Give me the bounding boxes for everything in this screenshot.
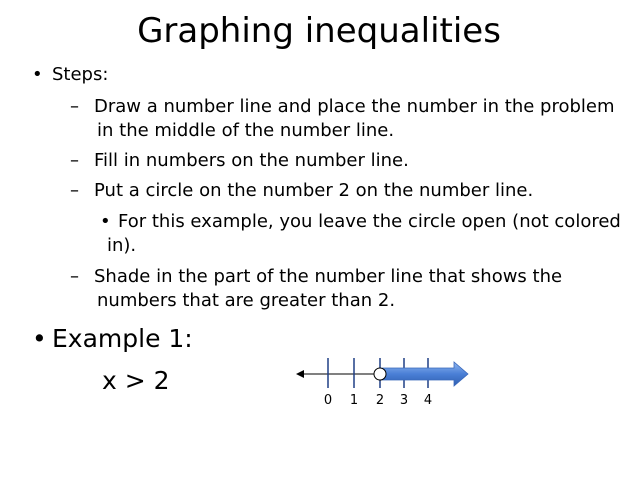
number-line-graphic: [290, 350, 480, 412]
step-3: – Put a circle on the number 2 on the number line.: [70, 180, 534, 201]
tick-label: 1: [349, 393, 359, 408]
step-2: – Fill in numbers on the number line.: [70, 150, 409, 171]
steps-heading: • Steps:: [32, 64, 109, 85]
example-expression: x > 2: [102, 366, 170, 395]
tick-label: 4: [423, 393, 433, 408]
tick-labels: [324, 393, 432, 408]
bullet-icon: •: [32, 324, 47, 353]
bullet-icon: •: [100, 211, 111, 232]
dash-icon: –: [70, 150, 79, 171]
step-1: – Draw a number line and place the number in the problem: [70, 96, 615, 117]
dash-icon: –: [70, 266, 79, 287]
shaded-arrow-icon: [382, 362, 468, 386]
step-4: – Shade in the part of the number line that shows the: [70, 266, 563, 287]
tick-label: 2: [375, 393, 385, 408]
dash-icon: –: [70, 180, 79, 201]
number-line: [290, 350, 480, 417]
tick-label: 0: [323, 393, 333, 408]
left-arrow-icon: [296, 370, 304, 378]
tick-label: 3: [399, 393, 409, 408]
slide-title: Graphing inequalities: [137, 11, 501, 51]
dash-icon: –: [70, 96, 79, 117]
open-circle-icon: [374, 368, 386, 380]
step-4-continued: numbers that are greater than 2.: [97, 290, 396, 311]
sub-step-continued: in).: [107, 235, 137, 256]
sub-step: • For this example, you leave the circle open (not colored: [100, 211, 621, 232]
step-1-continued: in the middle of the number line.: [97, 120, 395, 141]
bullet-icon: •: [32, 64, 43, 85]
example-heading: • Example 1:: [32, 324, 193, 353]
